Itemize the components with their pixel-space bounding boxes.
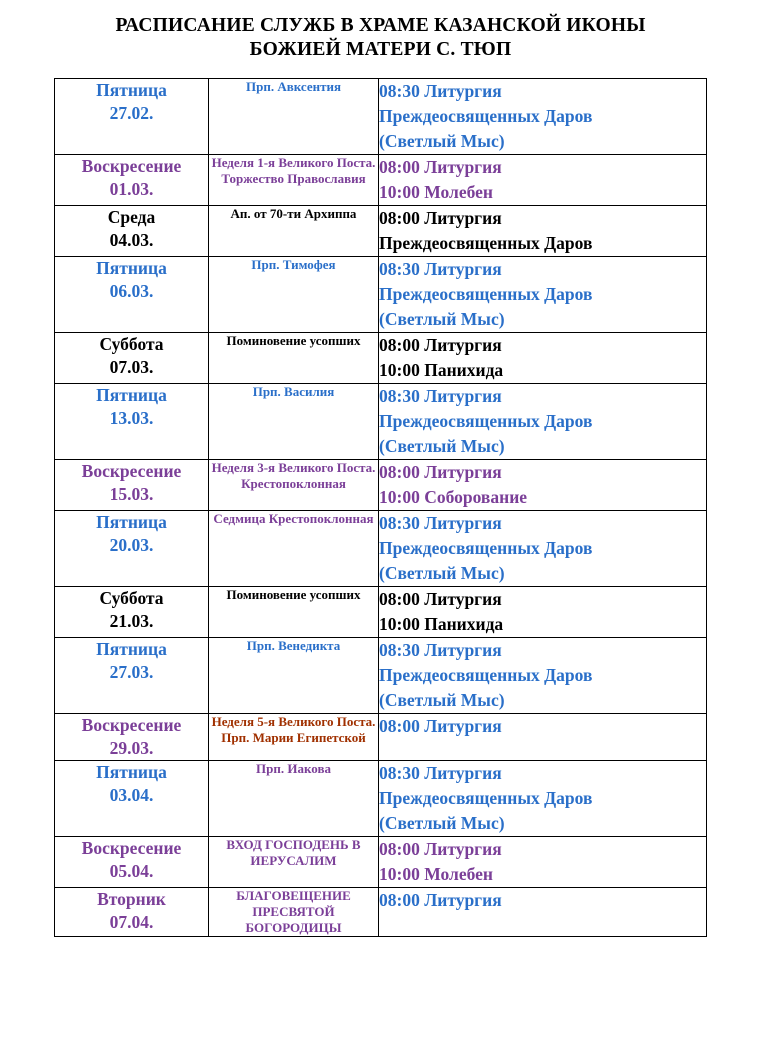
schedule-day-cell <box>55 155 209 206</box>
schedule-feast-cell <box>209 79 379 155</box>
feast-text: Неделя 3-я Великого Поста. Крестопоклонная <box>211 460 376 491</box>
service-line: Преждеосвященных Даров <box>379 284 593 304</box>
feast-text: Неделя 5-я Великого Поста. Прп. Марии Египетской <box>211 714 376 745</box>
schedule-services-cell <box>379 714 707 761</box>
service-line: Преждеосвященных Даров <box>379 788 593 808</box>
schedule-services-cell <box>379 206 707 257</box>
feast-text: БЛАГОВЕЩЕНИЕ ПРЕСВЯТОЙ БОГОРОДИЦЫ <box>236 888 351 935</box>
schedule-day-cell <box>55 714 209 761</box>
schedule-services-cell <box>379 79 707 155</box>
schedule-feast-cell <box>209 714 379 761</box>
schedule-feast-cell <box>209 257 379 333</box>
feast-text: Прп. Тимофея <box>251 257 336 272</box>
table-row <box>55 460 707 511</box>
service-line: 10:00 Соборование <box>379 487 528 507</box>
schedule-day-cell <box>55 79 209 155</box>
service-line: (Светлый Мыс) <box>379 131 505 151</box>
table-row <box>55 79 707 155</box>
service-line: Преждеосвященных Даров <box>379 538 593 558</box>
schedule-services-cell <box>379 587 707 638</box>
schedule-services-cell <box>379 384 707 460</box>
feast-text: Прп. Иакова <box>256 761 331 776</box>
document-page <box>0 14 761 1038</box>
feast-text: Прп. Василия <box>252 384 335 399</box>
service-line: 10:00 Панихида <box>379 360 504 380</box>
service-line: (Светлый Мыс) <box>379 563 505 583</box>
schedule-body <box>55 79 707 937</box>
schedule-services-cell <box>379 257 707 333</box>
day-date: 01.03. <box>109 179 154 199</box>
day-name: Пятница <box>96 762 167 782</box>
schedule-day-cell <box>55 511 209 587</box>
service-line: (Светлый Мыс) <box>379 309 505 329</box>
day-date: 27.03. <box>109 662 154 682</box>
schedule-day-cell <box>55 460 209 511</box>
day-date: 29.03. <box>109 738 154 758</box>
service-line: 08:00 Литургия <box>379 208 502 228</box>
table-row <box>55 837 707 888</box>
service-line: Преждеосвященных Даров <box>379 411 593 431</box>
schedule-day-cell <box>55 888 209 937</box>
day-date: 15.03. <box>109 484 154 504</box>
service-line: (Светлый Мыс) <box>379 690 505 710</box>
feast-text: ВХОД ГОСПОДЕНЬ В ИЕРУСАЛИМ <box>226 837 361 868</box>
service-line: 08:00 Литургия <box>379 716 502 736</box>
day-name: Суббота <box>99 334 164 354</box>
page-title-line-1: РАСПИСАНИЕ СЛУЖБ В ХРАМЕ КАЗАНСКОЙ ИКОНЫ <box>115 15 646 36</box>
schedule-day-cell <box>55 638 209 714</box>
table-row <box>55 257 707 333</box>
feast-text: Прп. Венедикта <box>246 638 341 653</box>
table-row <box>55 714 707 761</box>
day-date: 20.03. <box>109 535 154 555</box>
service-line: Преждеосвященных Даров <box>379 665 593 685</box>
day-date: 07.04. <box>109 912 154 932</box>
day-name: Воскресение <box>81 715 182 735</box>
schedule-feast-cell <box>209 638 379 714</box>
day-name: Воскресение <box>81 156 182 176</box>
table-row <box>55 638 707 714</box>
service-line: 08:30 Литургия <box>379 640 502 660</box>
table-row <box>55 587 707 638</box>
schedule-day-cell <box>55 206 209 257</box>
schedule-feast-cell <box>209 761 379 837</box>
schedule-feast-cell <box>209 206 379 257</box>
feast-text: Седмица Крестопоклонная <box>213 511 374 526</box>
schedule-feast-cell <box>209 587 379 638</box>
day-name: Среда <box>107 207 156 227</box>
schedule-feast-cell <box>209 888 379 937</box>
page-title <box>40 14 721 62</box>
service-line: 08:30 Литургия <box>379 259 502 279</box>
table-row <box>55 155 707 206</box>
feast-text: Прп. Авксентия <box>245 79 341 94</box>
schedule-services-cell <box>379 333 707 384</box>
schedule-services-cell <box>379 761 707 837</box>
schedule-day-cell <box>55 761 209 837</box>
day-name: Пятница <box>96 258 167 278</box>
schedule-day-cell <box>55 384 209 460</box>
table-row <box>55 511 707 587</box>
service-line: 10:00 Молебен <box>379 864 493 884</box>
service-line: 08:00 Литургия <box>379 157 502 177</box>
day-date: 06.03. <box>109 281 154 301</box>
service-line: (Светлый Мыс) <box>379 436 505 456</box>
day-date: 03.04. <box>109 785 154 805</box>
service-line: 08:30 Литургия <box>379 386 502 406</box>
day-name: Пятница <box>96 80 167 100</box>
schedule-day-cell <box>55 837 209 888</box>
table-row <box>55 761 707 837</box>
day-date: 07.03. <box>109 357 154 377</box>
service-line: (Светлый Мыс) <box>379 813 505 833</box>
service-line: 08:30 Литургия <box>379 763 502 783</box>
service-line: Преждеосвященных Даров <box>379 233 593 253</box>
service-line: 08:00 Литургия <box>379 839 502 859</box>
service-line: 08:30 Литургия <box>379 81 502 101</box>
schedule-day-cell <box>55 257 209 333</box>
table-row <box>55 888 707 937</box>
table-row <box>55 206 707 257</box>
schedule-services-cell <box>379 511 707 587</box>
service-line: 08:00 Литургия <box>379 462 502 482</box>
table-row <box>55 333 707 384</box>
day-date: 13.03. <box>109 408 154 428</box>
day-date: 21.03. <box>109 611 154 631</box>
feast-text: Поминовение усопших <box>226 333 361 348</box>
service-line: 08:00 Литургия <box>379 335 502 355</box>
page-title-line-2: БОЖИЕЙ МАТЕРИ С. ТЮП <box>249 39 512 60</box>
feast-text: Поминовение усопших <box>226 587 361 602</box>
feast-text: Ап. от 70-ти Архиппа <box>230 206 357 221</box>
day-date: 05.04. <box>109 861 154 881</box>
service-line: 08:30 Литургия <box>379 513 502 533</box>
schedule-services-cell <box>379 460 707 511</box>
schedule-day-cell <box>55 587 209 638</box>
feast-text: Неделя 1-я Великого Поста. Торжество Православия <box>211 155 376 186</box>
day-date: 04.03. <box>109 230 154 250</box>
schedule-feast-cell <box>209 837 379 888</box>
day-name: Пятница <box>96 639 167 659</box>
schedule-feast-cell <box>209 155 379 206</box>
day-name: Воскресение <box>81 838 182 858</box>
service-line: 10:00 Молебен <box>379 182 493 202</box>
schedule-services-cell <box>379 638 707 714</box>
schedule-feast-cell <box>209 333 379 384</box>
service-line: 08:00 Литургия <box>379 890 502 910</box>
schedule-services-cell <box>379 155 707 206</box>
service-line: 10:00 Панихида <box>379 614 504 634</box>
schedule-feast-cell <box>209 511 379 587</box>
day-name: Пятница <box>96 512 167 532</box>
schedule-day-cell <box>55 333 209 384</box>
day-name: Пятница <box>96 385 167 405</box>
day-name: Вторник <box>97 889 166 909</box>
schedule-services-cell <box>379 888 707 937</box>
schedule-feast-cell <box>209 460 379 511</box>
day-name: Воскресение <box>81 461 182 481</box>
day-date: 27.02. <box>109 103 154 123</box>
day-name: Суббота <box>99 588 164 608</box>
schedule-feast-cell <box>209 384 379 460</box>
schedule-services-cell <box>379 837 707 888</box>
table-row <box>55 384 707 460</box>
service-schedule-table <box>54 78 707 937</box>
service-line: Преждеосвященных Даров <box>379 106 593 126</box>
service-line: 08:00 Литургия <box>379 589 502 609</box>
